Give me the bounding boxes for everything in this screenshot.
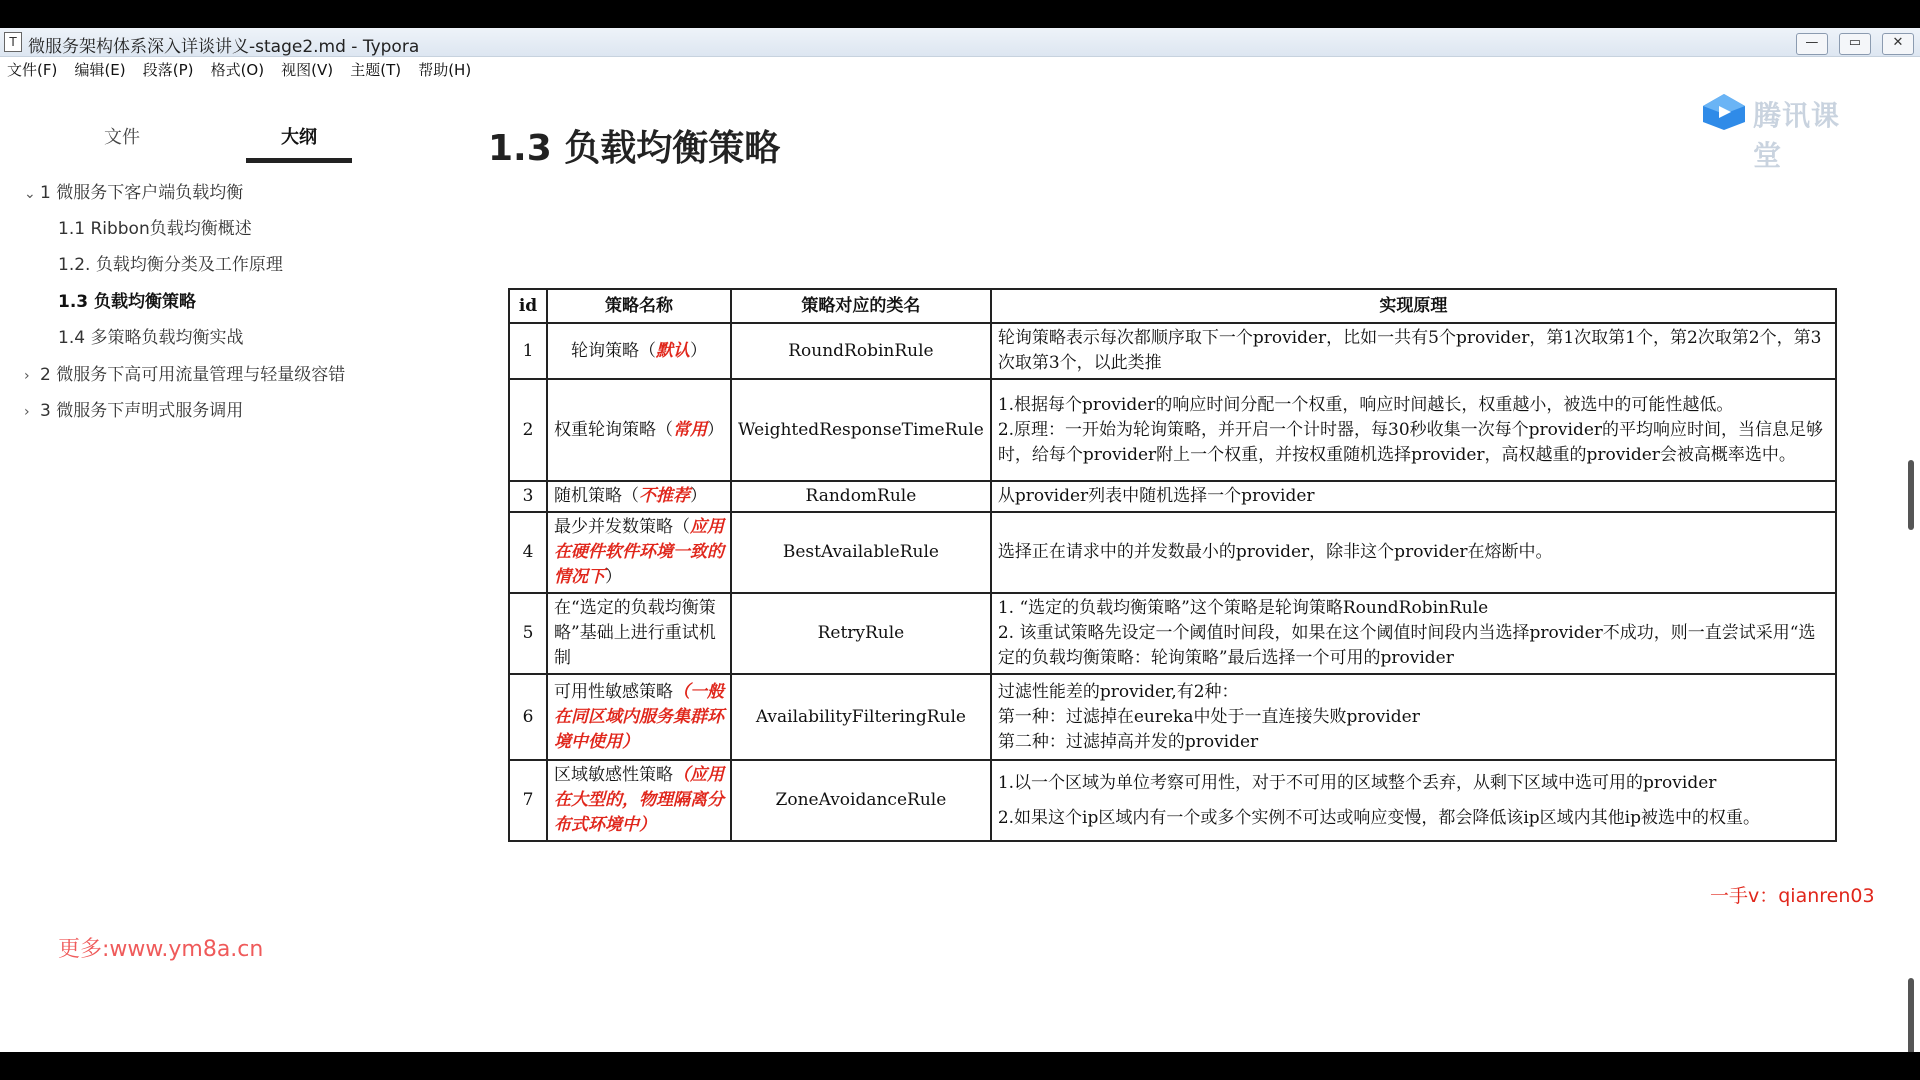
name-end: ）	[707, 419, 724, 440]
cell-desc	[991, 674, 1836, 760]
name-highlight: 不推荐	[639, 486, 690, 506]
cell-name	[547, 512, 731, 593]
desc-line: 第一种：过滤掉在eureka中处于一直连接失败provider	[997, 706, 1420, 727]
cell-name	[547, 593, 731, 674]
name-highlight: 常用	[673, 419, 707, 440]
desc-line: 2. 该重试策略先设定一个阈值时间段，如果在这个阈值时间段内当选择provider不成功，则一直尝试采用“选定的负载均衡策略：轮询策略”最后选择一个可用的provider	[997, 623, 1816, 668]
desc-line: 1.根据每个provider的响应时间分配一个权重，响应时间越长，权重越小，被选中的可能性越低。	[997, 394, 1734, 415]
outline-item-label: 1 微服务下客户端负载均衡	[40, 183, 244, 203]
outline-item-label: 3 微服务下声明式服务调用	[40, 401, 244, 421]
name-end: ）	[690, 340, 707, 361]
table-row	[509, 760, 1836, 841]
cell-desc	[991, 481, 1836, 512]
cell-desc	[991, 760, 1836, 841]
name-end: ）	[605, 567, 622, 587]
desc-line: 轮询策略表示每次都顺序取下一个provider，比如一共有5个provider，第1次取第1个，第2次取第2个，第3次取第3个，以此类推	[997, 328, 1822, 373]
outline-item-1-2[interactable]	[58, 250, 283, 275]
desc-line: 1.以一个区域为单位考察可用性，对于不可用的区域整个丢弃，从剩下区域中选可用的provider	[997, 772, 1717, 793]
name-text: 可用性敏感策略	[554, 681, 673, 702]
outline-item-1-4[interactable]	[58, 323, 243, 348]
typora-app-icon: T	[4, 32, 22, 52]
name-highlight: 默认	[656, 340, 690, 361]
outline-item-label: 1.3 负载均衡策略	[58, 292, 197, 312]
header-id: id	[509, 289, 547, 323]
cell-id: 1	[509, 323, 547, 379]
window-title: 微服务架构体系深入详谈讲义-stage2.md - Typora	[28, 37, 420, 57]
strategy-table	[508, 288, 1837, 842]
outline-item-3[interactable]	[24, 396, 243, 421]
cell-class: ZoneAvoidanceRule	[731, 760, 991, 841]
outline-item-1-1[interactable]	[58, 214, 252, 239]
cell-id: 2	[509, 379, 547, 481]
menu-help[interactable]: 帮助(H)	[418, 61, 472, 79]
table-row	[509, 323, 1836, 379]
name-text: 区域敏感性策略	[554, 765, 673, 785]
name-text: 权重轮询策略（	[554, 419, 673, 440]
name-text: 随机策略（	[554, 486, 639, 506]
header-name: 策略名称	[547, 289, 731, 323]
page-title: 1.3 负载均衡策略	[488, 128, 781, 169]
maximize-button[interactable]: ▭	[1839, 33, 1871, 55]
tencent-classroom-logo-icon	[1701, 92, 1747, 132]
cell-class: WeightedResponseTimeRule	[731, 379, 991, 481]
tab-files[interactable]: 文件	[104, 127, 140, 148]
table-row	[509, 512, 1836, 593]
scrollbar-thumb[interactable]	[1908, 460, 1914, 530]
menu-file[interactable]: 文件(F)	[7, 61, 58, 79]
cell-id: 5	[509, 593, 547, 674]
cell-desc	[991, 379, 1836, 481]
cell-name	[547, 481, 731, 512]
window-controls	[1790, 31, 1914, 55]
table-row	[509, 379, 1836, 481]
outline-item-1-3[interactable]	[58, 287, 196, 312]
minimize-button[interactable]: —	[1796, 33, 1828, 55]
typora-window	[0, 28, 1920, 1052]
name-highlight: （应用在大型的，物理隔离分布式环境中）	[554, 765, 724, 835]
tencent-classroom-logo	[1701, 92, 1861, 172]
desc-line: 从provider列表中随机选择一个provider	[997, 486, 1315, 506]
sidebar	[0, 118, 360, 1018]
cell-class: RandomRule	[731, 481, 991, 512]
cell-id: 6	[509, 674, 547, 760]
cell-name	[547, 760, 731, 841]
menu-view[interactable]: 视图(V)	[281, 61, 334, 79]
table-row	[509, 481, 1836, 512]
cell-class: BestAvailableRule	[731, 512, 991, 593]
chevron-right-icon[interactable]: ›	[24, 404, 30, 420]
desc-line: 1. “选定的负载均衡策略”这个策略是轮询策略RoundRobinRule	[997, 598, 1489, 618]
cell-class: AvailabilityFilteringRule	[731, 674, 991, 760]
tab-outline[interactable]: 大纲	[246, 118, 352, 163]
title-bar	[0, 28, 1920, 57]
outline-item-label: 1.4 多策略负载均衡实战	[58, 328, 244, 348]
name-highlight: 应用在硬件软件环境一致的情况下	[554, 517, 724, 587]
menu-paragraph[interactable]: 段落(P)	[142, 61, 194, 79]
logo-text: 腾讯课堂	[1753, 99, 1841, 172]
cell-desc	[991, 512, 1836, 593]
menu-edit[interactable]: 编辑(E)	[74, 61, 126, 79]
desc-line: 第二种：过滤掉高并发的provider	[997, 731, 1259, 752]
chevron-right-icon[interactable]: ›	[24, 368, 30, 384]
cell-id: 7	[509, 760, 547, 841]
header-class: 策略对应的类名	[731, 289, 991, 323]
cell-class: RetryRule	[731, 593, 991, 674]
desc-line: 选择正在请求中的并发数最小的provider，除非这个provider在熔断中。	[997, 542, 1553, 562]
menu-format[interactable]: 格式(O)	[210, 61, 265, 79]
desc-line: 过滤性能差的provider,有2种：	[997, 681, 1239, 702]
watermark-contact: 一手v：qianren03	[1710, 885, 1875, 907]
watermark-site: 更多:www.ym8a.cn	[58, 937, 264, 962]
name-end: ）	[690, 486, 707, 506]
cell-id: 4	[509, 512, 547, 593]
outline-item-1[interactable]	[24, 178, 243, 203]
menu-theme[interactable]: 主题(T)	[350, 61, 402, 79]
outline-item-label: 2 微服务下高可用流量管理与轻量级容错	[40, 365, 346, 385]
desc-line: 2.原理：一开始为轮询策略，并开启一个计时器，每30秒收集一次每个provider的平均响应时间，当信息足够时，给每个provider附上一个权重，并按权重随机选择provider，高权越重的provider会被高概率选中。	[997, 419, 1824, 465]
name-text: 最少并发数策略（	[554, 517, 690, 537]
name-text: 轮询策略（	[571, 340, 656, 361]
table-row	[509, 674, 1836, 760]
cell-desc	[991, 593, 1836, 674]
cell-name	[547, 379, 731, 481]
outline-item-2[interactable]	[24, 360, 345, 385]
cell-desc	[991, 323, 1836, 379]
menu-bar	[0, 56, 1920, 84]
header-desc: 实现原理	[991, 289, 1836, 323]
cell-name	[547, 674, 731, 760]
table-row	[509, 593, 1836, 674]
scrollbar-thumb-secondary[interactable]	[1908, 978, 1914, 1052]
desc-line: 2.如果这个ip区域内有一个或多个实例不可达或响应变慢，都会降低该ip区域内其他ip被选中的权重。	[997, 807, 1761, 828]
chevron-down-icon[interactable]: ⌄	[24, 186, 36, 202]
cell-class: RoundRobinRule	[731, 323, 991, 379]
table-header-row	[509, 289, 1836, 323]
cell-id: 3	[509, 481, 547, 512]
name-text: 在“选定的负载均衡策略”基础上进行重试机制	[554, 598, 716, 668]
close-button[interactable]: ✕	[1882, 33, 1914, 55]
outline-item-label: 1.1 Ribbon负载均衡概述	[58, 219, 252, 239]
cell-name	[547, 323, 731, 379]
name-highlight: （一般在同区域内服务集群环境中使用）	[554, 681, 724, 752]
outline-item-label: 1.2. 负载均衡分类及工作原理	[58, 255, 283, 275]
